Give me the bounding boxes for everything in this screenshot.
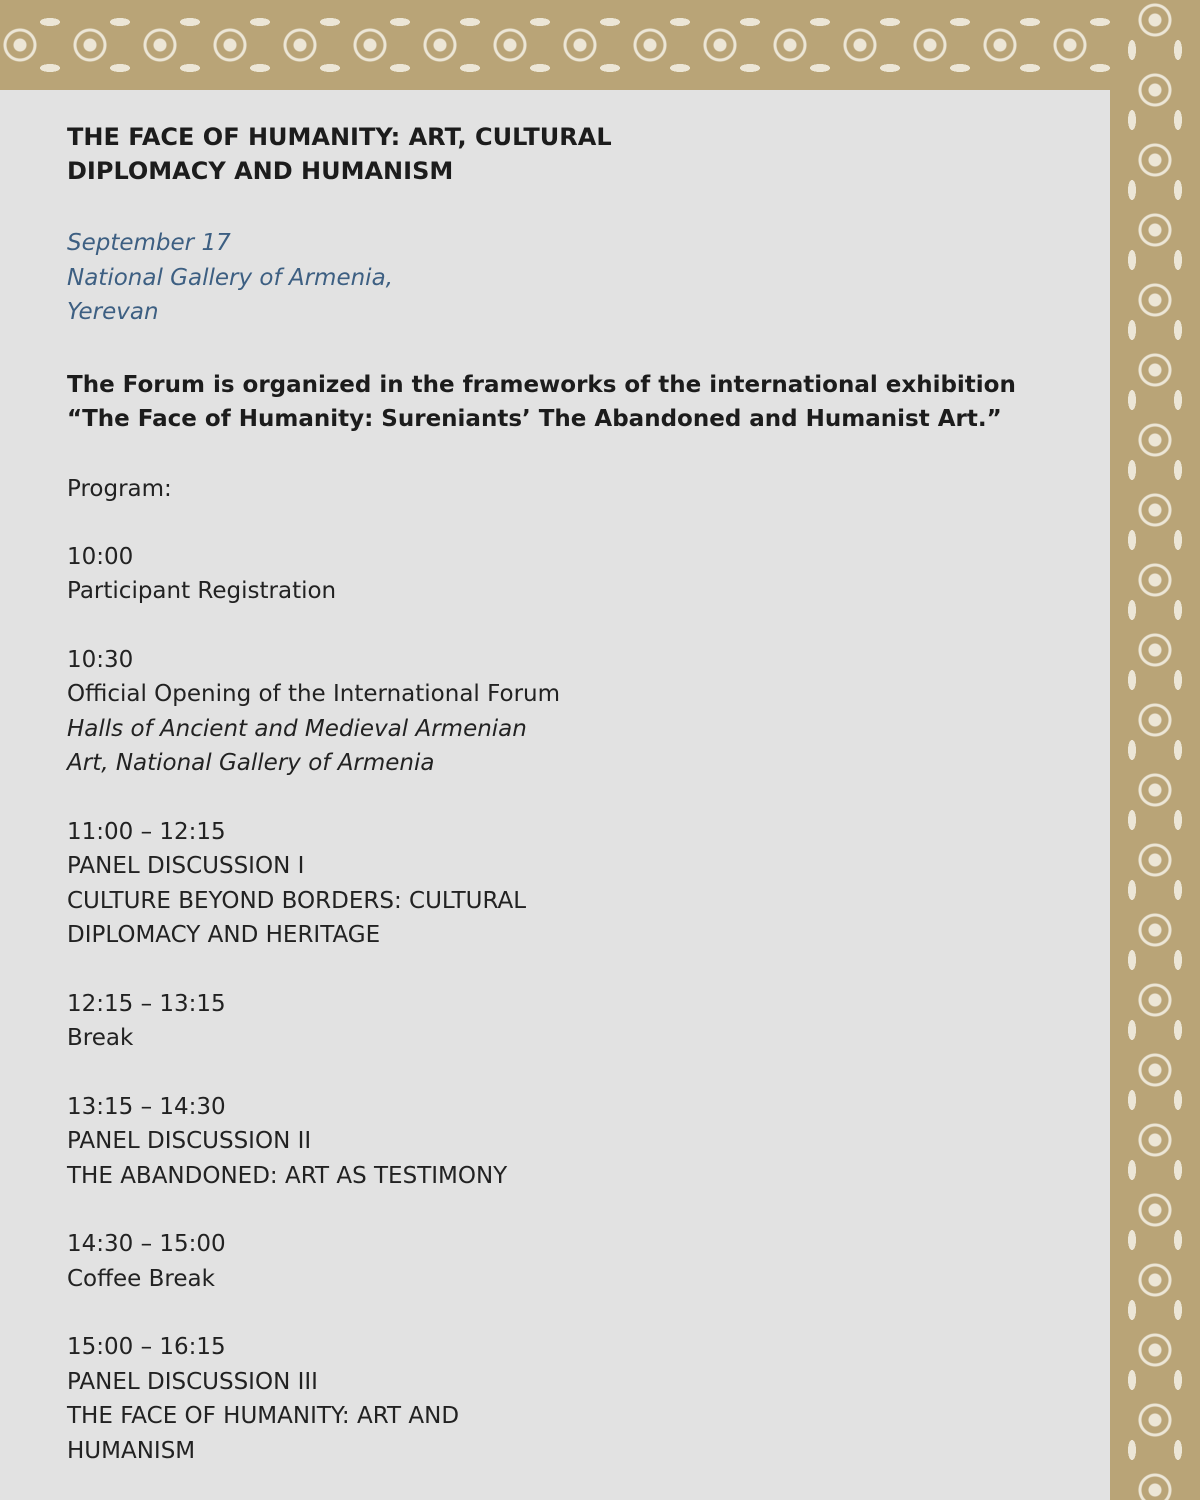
schedule-item-break: [67, 987, 1097, 1056]
schedule-venue-line-1: Halls of Ancient and Medieval Armenian: [67, 715, 527, 742]
event-venue-line-1: National Gallery of Armenia,: [67, 264, 393, 291]
schedule-time: 11:00 – 12:15: [67, 818, 226, 845]
schedule-title: PANEL DISCUSSION II: [67, 1128, 312, 1154]
schedule-item-panel-2: [67, 1090, 1097, 1194]
schedule-item-panel-1: [67, 815, 1097, 953]
schedule-item-panel-3: [67, 1330, 1097, 1468]
schedule-subtitle-line-1: THE FACE OF HUMANITY: ART AND: [67, 1403, 460, 1429]
event-venue-line-2: Yerevan: [67, 299, 159, 325]
program-label: Program:: [67, 475, 172, 502]
page-title: [67, 120, 647, 188]
event-date: September 17: [67, 230, 231, 256]
program-document: [67, 120, 1097, 1468]
schedule-list: [67, 540, 1097, 1469]
intro-line-2: “The Face of Humanity: Sureniants’ The Abandoned and Humanist Art.”: [67, 405, 1002, 432]
schedule-time: 12:15 – 13:15: [67, 990, 226, 1017]
schedule-subtitle-line-1: CULTURE BEYOND BORDERS: CULTURAL: [67, 887, 527, 914]
schedule-item-opening: [67, 643, 1097, 781]
event-meta: [67, 226, 1097, 330]
schedule-title: Official Opening of the International Forum: [67, 681, 561, 707]
title-line-2: DIPLOMACY AND HUMANISM: [67, 157, 454, 185]
title-line-1: THE FACE OF HUMANITY: ART, CULTURAL: [67, 123, 612, 151]
schedule-title: PANEL DISCUSSION III: [67, 1368, 318, 1395]
schedule-item-registration: [67, 540, 1097, 609]
ornamental-border-right: [1110, 0, 1200, 1500]
intro-line-1: The Forum is organized in the frameworks of the international exhibition: [67, 371, 1016, 398]
schedule-venue-line-2: Art, National Gallery of Armenia: [67, 750, 435, 776]
schedule-title: Participant Registration: [67, 578, 337, 604]
schedule-subtitle-line-2: DIPLOMACY AND HERITAGE: [67, 922, 381, 948]
schedule-title: Break: [67, 1025, 134, 1051]
schedule-time: 10:30: [67, 646, 134, 673]
schedule-subtitle-line-2: HUMANISM: [67, 1437, 196, 1464]
schedule-subtitle-line-1: THE ABANDONED: ART AS TESTIMONY: [67, 1162, 508, 1189]
schedule-time: 14:30 – 15:00: [67, 1231, 226, 1257]
schedule-time: 13:15 – 14:30: [67, 1093, 226, 1120]
schedule-time: 10:00: [67, 543, 134, 570]
schedule-item-coffee-break: [67, 1227, 1097, 1296]
schedule-time: 15:00 – 16:15: [67, 1334, 226, 1360]
schedule-title: PANEL DISCUSSION I: [67, 853, 305, 879]
ornamental-border-top: [0, 0, 1200, 90]
schedule-title: Coffee Break: [67, 1265, 215, 1292]
intro-text: [67, 368, 1097, 436]
